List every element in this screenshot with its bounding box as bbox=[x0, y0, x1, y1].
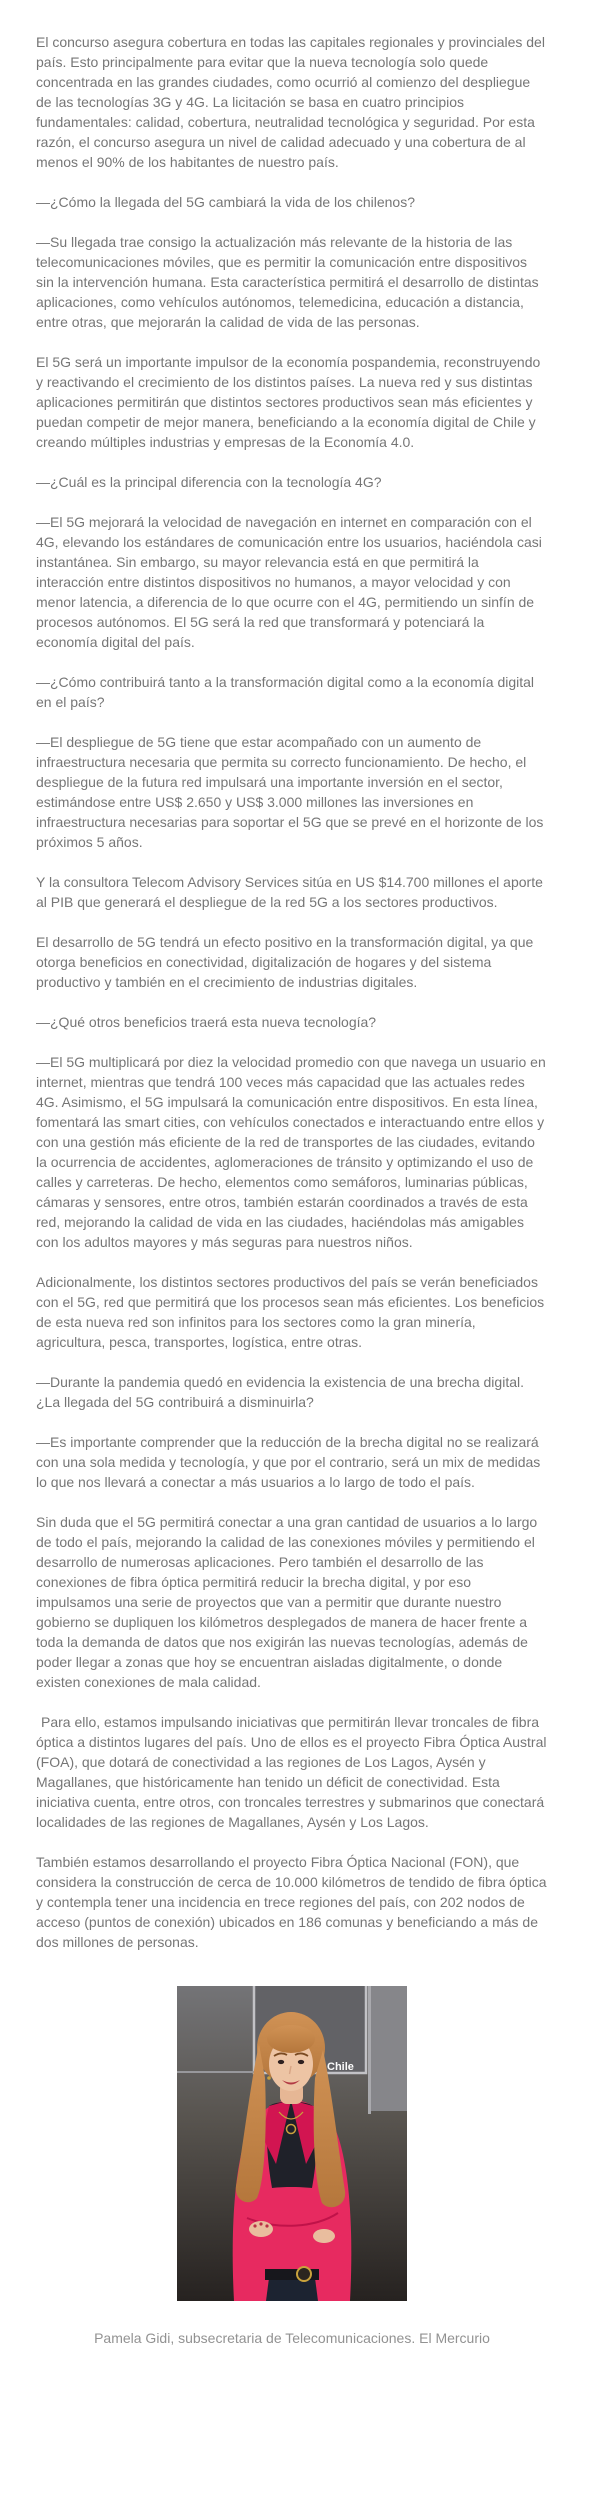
interview-answer: —Su llegada trae consigo la actualización más relevante de la historia de las telecomunicaciones móviles, que es permitir la comunicación entre dispositivos sin la intervención humana. Esta característica permitirá el desarrollo de distintas aplicaciones, como vehículos autónomos, telemedicina, educación a distancia, entre otras, que mejorarán la calidad de vida de las personas. bbox=[36, 234, 539, 330]
article-paragraph: También estamos desarrollando el proyecto Fibra Óptica Nacional (FON), que considera la construcción de cerca de 10.000 kilómetros de tendido de fibra óptica y contempla tener una incidencia en trece regiones del país, con 202 nodos de acceso (puntos de conexión) ubicados en 186 comunas y beneficiando a más de dos millones de personas. bbox=[36, 1854, 547, 1950]
article-paragraph: Para ello, estamos impulsando iniciativas que permitirán llevar troncales de fibra óptica a distintos lugares del país. Uno de ellos es el proyecto Fibra Óptica Austral (FOA), que dotará de conectividad a las regiones de Los Lagos, Aysén y Magallanes, que históricamente han tenido un déficit de conectividad. Esta iniciativa cuenta, entre otros, con troncales terrestres y submarinos que conectará localidades de las regiones de Magallanes, Aysén y Los Lagos. bbox=[36, 1714, 547, 1830]
photo-frame bbox=[177, 1986, 407, 2301]
earring bbox=[267, 2076, 271, 2080]
interview-question: —¿Cómo la llegada del 5G cambiará la vida de los chilenos? bbox=[36, 194, 415, 210]
chile-backdrop-label: Chile bbox=[327, 2061, 354, 2073]
interview-question: —¿Qué otros beneficios traerá esta nueva tecnología? bbox=[36, 1014, 377, 1030]
article-paragraph: Adicionalmente, los distintos sectores productivos del país se verán beneficiados con el 5G, red que permitirá que los procesos sean más eficientes. Los beneficios de esta nueva red son infinitos para los sectores como la gran minería, agricultura, pesca, transportes, logística, entre otras. bbox=[36, 1274, 545, 1350]
interview-question: —Durante la pandemia quedó en evidencia la existencia de una brecha digital. ¿La llegada del 5G contribuirá a disminuirla? bbox=[36, 1374, 524, 1410]
interview-answer: —El despliegue de 5G tiene que estar acompañado con un aumento de infraestructura necesaria que permita su correcto funcionamiento. De hecho, el despliegue de la futura red impulsará una importante inversión en el sector, estimándose entre US$ 2.650 y US$ 3.000 millones las inversiones en infraestructura necesarias para soportar el 5G que se prevé en el horizonte de los próximos 5 años. bbox=[36, 734, 544, 850]
photo-illustration bbox=[177, 1986, 407, 2301]
interview-answer: —El 5G mejorará la velocidad de navegación en internet en comparación con el 4G, elevando los estándares de comunicación entre los usuarios, haciéndola casi instantánea. Sin embargo, su mayor relevancia está en que permitirá la interacción entre distintos dispositivos no humanos, a mayor velocidad y con menor latencia, a diferencia de lo que ocurre con el 4G, permitiendo un sinfín de procesos autónomos. El 5G será la red que transformará y potenciará la economía digital del país. bbox=[36, 514, 542, 650]
article-paragraph: El 5G será un importante impulsor de la economía pospandemia, reconstruyendo y reactivando el crecimiento de los distintos países. La nueva red y sus distintas aplicaciones permitirán que distintos sectores productivos sean más eficientes y puedan competir de mejor manera, beneficiando a la economía digital de Chile y creando múltiples industrias y empresas de la Economía 4.0. bbox=[36, 354, 541, 450]
article-paragraph: Sin duda que el 5G permitirá conectar a una gran cantidad de usuarios a lo largo de todo el país, mejorando la calidad de las conexiones móviles y permitiendo el desarrollo de numerosas aplicaciones. Pero también el desarrollo de las conexiones de fibra óptica permitirá reducir la brecha digital, y por eso impulsamos una serie de proyectos que van a permitir que durante nuestro gobierno se dupliquen los kilómetros desplegados de manera de hacer frente a toda la demanda de datos que nos exigirán las nuevas tecnologías, además de poder llegar a zonas que hoy se encuentran aisladas digitalmente, o donde existen conexiones de mala calidad. bbox=[36, 1514, 538, 1690]
article-paragraph: El desarrollo de 5G tendrá un efecto positivo en la transformación digital, ya que otorga beneficios en conectividad, digitalización de hogares y del sistema productivo y también en el crecimiento de industrias digitales. bbox=[36, 934, 534, 990]
hand bbox=[313, 2229, 335, 2243]
interview-answer: —Es importante comprender que la reducción de la brecha digital no se realizará con una sola medida y tecnología, y que por el contrario, será un mix de medidas lo que nos llevará a conectar a más usuarios a lo largo de todo el país. bbox=[36, 1434, 541, 1490]
interview-answer: —El 5G multiplicará por diez la velocidad promedio con que navega un usuario en internet, mientras que tendrá 100 veces más capacidad que las actuales redes 4G. Asimismo, el 5G impulsará la comunicación entre dispositivos. En esta línea, fomentará las smart cities, con vehículos conectados e interactuando entre ellos y con una gestión más eficiente de la red de transportes de las ciudades, evitando la ocurrencia de accidentes, aglomeraciones de tránsito y optimizando el uso de calles y carreteras. De hecho, elementos como semáforos, luminarias públicas, cámaras y sensores, entre otros, también estarán coordinados a través de esta red, mejorando la calidad de vida en las ciudades, haciéndolas más amigables con los adultos mayores y más seguras para nuestros niños. bbox=[36, 1054, 546, 1250]
hair-fringe bbox=[267, 2025, 315, 2053]
belt-buckle bbox=[297, 2267, 311, 2281]
article-paragraph: El concurso asegura cobertura en todas las capitales regionales y provinciales del país. Esto principalmente para evitar que la nueva tecnología solo quede concentrada en las grandes ciudades, como ocurrió al comienzo del despliegue de las tecnologías 3G y 4G. La licitación se basa en cuatro principios fundamentales: calidad, cobertura, neutralidad tecnológica y seguridad. Por esta razón, el concurso asegura un nivel de calidad adecuado y una cobertura de al menos el 90% de los habitantes de nuestro país. bbox=[36, 34, 545, 170]
interview-question: —¿Cómo contribuirá tanto a la transformación digital como a la economía digital en el país? bbox=[36, 674, 535, 710]
photo-pamela-gidi bbox=[36, 1986, 548, 2348]
interview-question: —¿Cuál es la principal diferencia con la tecnología 4G? bbox=[36, 474, 382, 490]
article-paragraph: Y la consultora Telecom Advisory Services sitúa en US $14.700 millones el aporte al PIB que generará el despliegue de la red 5G a los sectores productivos. bbox=[36, 874, 543, 910]
photo-caption: Pamela Gidi, subsecretaria de Telecomunicaciones. El Mercurio bbox=[94, 2330, 490, 2346]
